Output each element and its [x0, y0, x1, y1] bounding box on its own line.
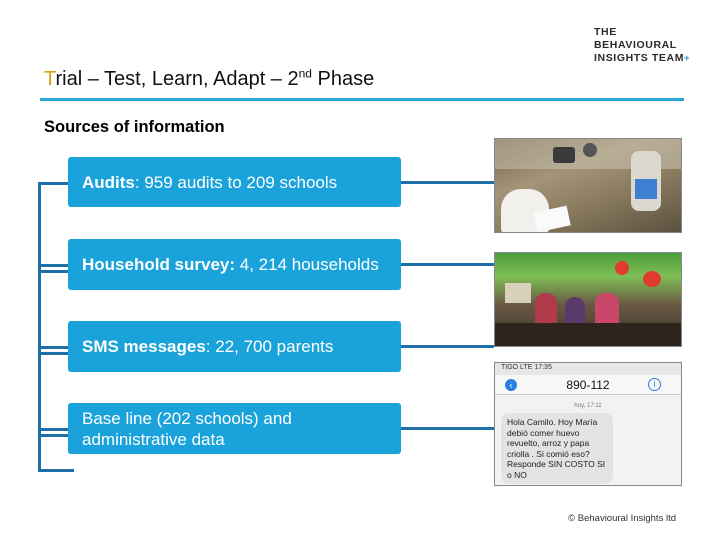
- copyright-footer: © Behavioural Insights ltd: [568, 513, 676, 524]
- person-shape: [535, 293, 557, 323]
- logo-line-3: [594, 52, 690, 65]
- title-first-letter: T: [44, 68, 56, 90]
- item-label: Household survey:: [82, 255, 236, 274]
- pot-shape: [583, 143, 597, 157]
- table-shape: [495, 323, 682, 347]
- item-box-baseline: [68, 403, 401, 454]
- photo-household-survey: [494, 252, 682, 347]
- item-value: : 22, 700 parents: [205, 337, 334, 356]
- info-icon: i: [648, 378, 661, 391]
- decoration-shape: [615, 261, 629, 275]
- person-shape: [595, 293, 619, 325]
- poster-shape: [505, 283, 531, 303]
- item-value: 4, 214 households: [235, 255, 379, 274]
- item-box-sms: [68, 321, 401, 372]
- photo-kitchen-audit: [494, 138, 682, 233]
- connector-2: [400, 263, 494, 266]
- logo-line-3-text: INSIGHTS TEAM: [594, 52, 685, 64]
- item-value: Base line (202 schools) and administrative data: [82, 408, 292, 449]
- item-text: [82, 172, 337, 193]
- apron-shape: [635, 179, 657, 199]
- bit-logo: [594, 26, 690, 65]
- item-label: SMS messages: [82, 337, 206, 356]
- logo-line-1: THE: [594, 26, 617, 38]
- title-text: rial – Test, Learn, Adapt – 2: [55, 68, 299, 90]
- sms-message-bubble: Hola Camilo. Hoy María debió comer huevo revuelto, arroz y papa criolla . Si comió eso? Responde SIN COSTO SI o NO: [501, 413, 613, 484]
- slide-title: [44, 68, 374, 91]
- photo-sms-screenshot: [494, 362, 682, 486]
- title-divider: [40, 98, 684, 101]
- item-text: [82, 408, 387, 450]
- phone-status-bar: TIGO LTE 17:35: [495, 363, 681, 375]
- item-value: : 959 audits to 209 schools: [134, 172, 338, 192]
- pot-shape: [553, 147, 575, 163]
- title-superscript: nd: [298, 66, 312, 81]
- sms-timestamp: hoy, 17:11: [574, 403, 602, 409]
- person-shape: [565, 297, 585, 325]
- item-label: Audits: [82, 172, 135, 192]
- plus-icon: +: [684, 53, 690, 63]
- item-box-household: [68, 239, 401, 290]
- logo-line-2: BEHAVIOURAL: [594, 39, 677, 51]
- section-heading: Sources of information: [44, 118, 225, 136]
- item-text: [82, 336, 333, 357]
- connector-3: [400, 345, 494, 348]
- back-arrow-icon: ‹: [505, 379, 517, 391]
- title-suffix: Phase: [311, 68, 375, 90]
- item-text: [82, 254, 379, 275]
- decoration-shape: [643, 271, 661, 287]
- connector-1: [400, 181, 494, 184]
- connector-4: [400, 427, 494, 430]
- sms-contact-number: 890-112: [495, 375, 681, 395]
- item-box-audits: [68, 157, 401, 207]
